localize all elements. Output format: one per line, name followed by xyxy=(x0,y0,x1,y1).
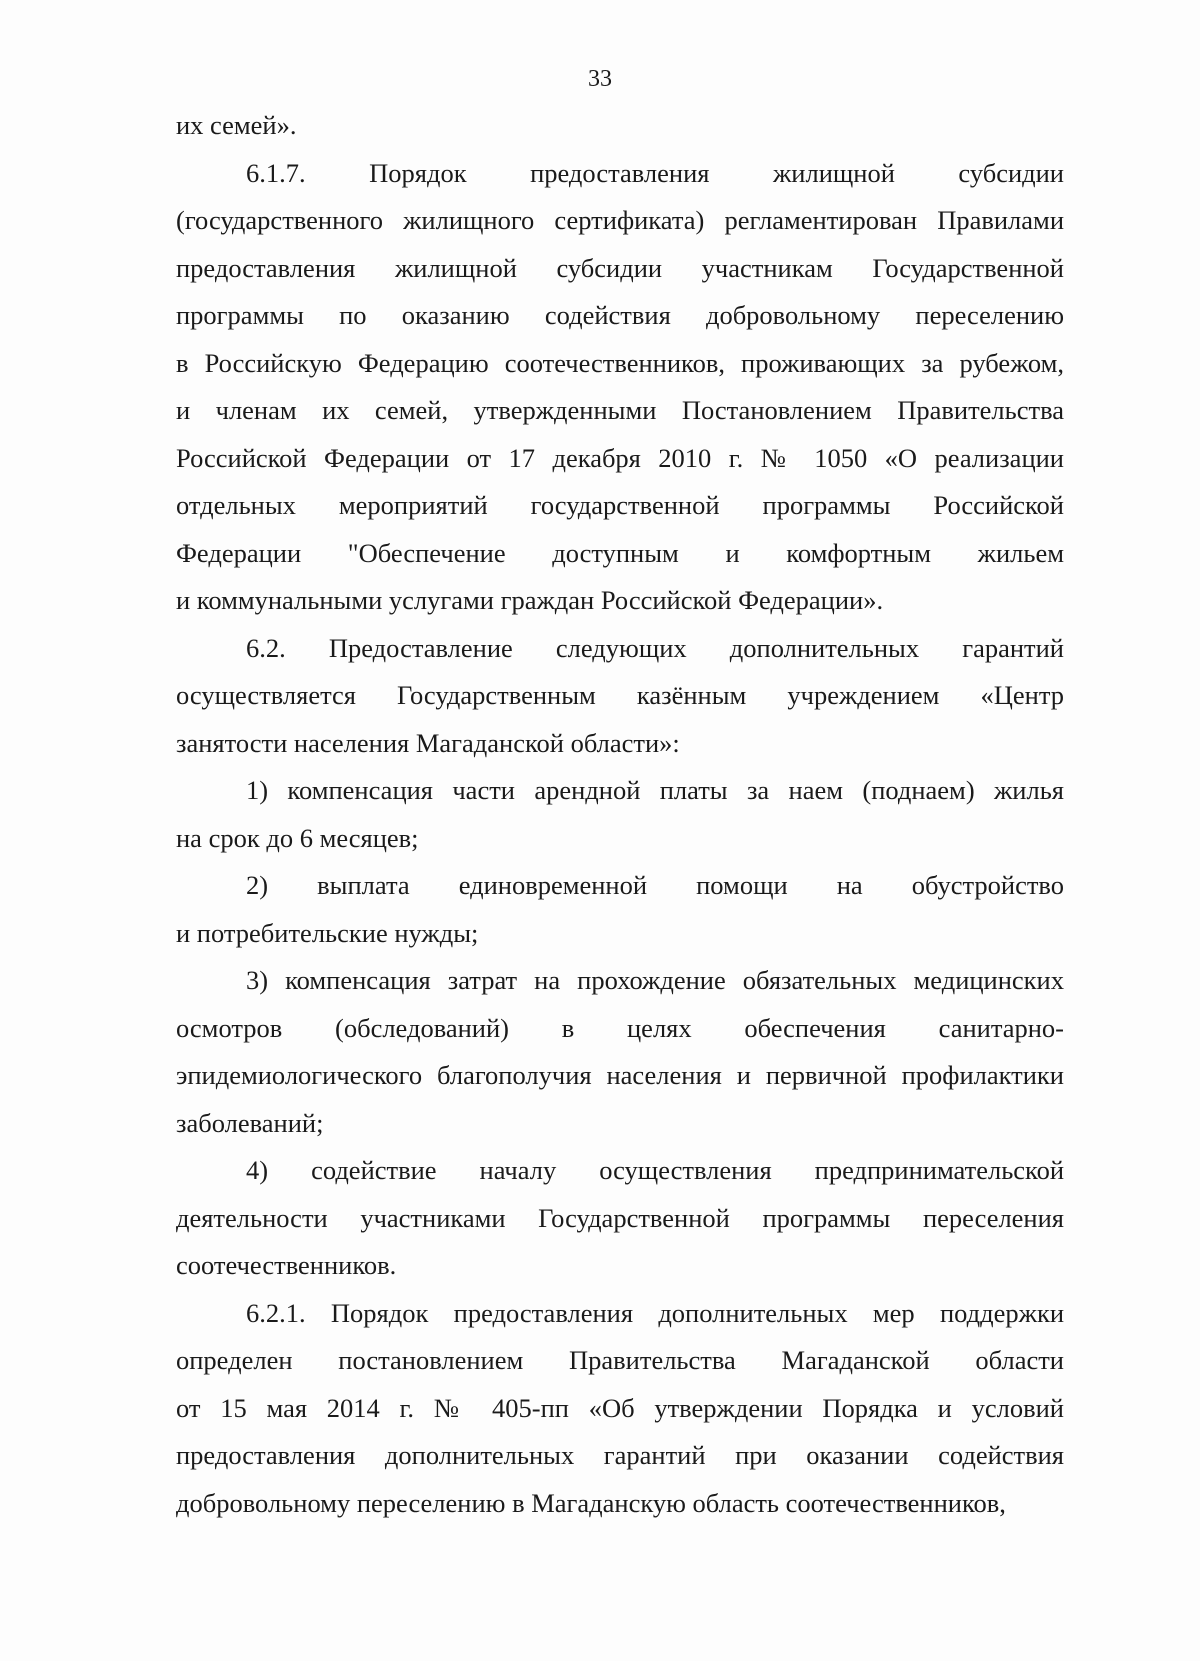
text-line: от 15 мая 2014 г. № 405-пп «Об утверждении Порядка и условий xyxy=(176,1392,1064,1423)
text-line: соотечественников. xyxy=(176,1250,397,1280)
text-line: 6.2.1. Порядок предоставления дополнительных мер поддержки xyxy=(246,1297,1064,1328)
text-line: определен постановлением Правительства Магаданской области xyxy=(176,1345,1064,1375)
text-line: 2) выплата единовременной помощи на обустройство xyxy=(246,870,1064,900)
text-line: и потребительские нужды; xyxy=(176,917,479,948)
text-line: их семей». xyxy=(176,110,297,140)
text-line: 4) содействие началу осуществления предпринимательской xyxy=(246,1155,1064,1185)
document-body xyxy=(176,102,1064,1527)
text-line: программы по оказанию содействия добровольному переселению xyxy=(176,300,1064,330)
text-line: и коммунальными услугами граждан Российской Федерации». xyxy=(176,585,884,615)
paragraph-p621 xyxy=(176,1290,1064,1528)
text-line: отдельных мероприятий государственной программы Российской xyxy=(176,490,1064,520)
text-line: на срок до 6 месяцев; xyxy=(176,822,419,853)
paragraph-p1 xyxy=(176,767,1064,862)
text-line: в Российскую Федерацию соотечественников, проживающих за рубежом, xyxy=(176,347,1064,378)
paragraph-p62 xyxy=(176,625,1064,768)
paragraph-p617 xyxy=(176,150,1064,625)
text-line: Федерации "Обеспечение доступным и комфортным жильем xyxy=(176,537,1064,568)
text-line: 6.1.7. Порядок предоставления жилищной субсидии xyxy=(246,157,1064,188)
text-line: 3) компенсация затрат на прохождение обязательных медицинских xyxy=(246,965,1064,995)
text-line: Российской Федерации от 17 декабря 2010 г. № 1050 «О реализации xyxy=(176,442,1064,473)
paragraph-p2 xyxy=(176,862,1064,957)
text-line: осмотров (обследований) в целях обеспечения санитарно- xyxy=(176,1012,1064,1043)
page-number: 33 xyxy=(588,66,612,92)
text-line: (государственного жилищного сертификата) регламентирован Правилами xyxy=(176,205,1064,235)
text-line: деятельности участниками Государственной программы переселения xyxy=(176,1202,1064,1233)
text-line: 1) компенсация части арендной платы за наем (поднаем) жилья xyxy=(246,775,1064,805)
text-line: заболеваний; xyxy=(176,1107,324,1138)
text-line: предоставления жилищной субсидии участникам Государственной xyxy=(176,252,1064,283)
text-line: добровольному переселению в Магаданскую область соотечественников, xyxy=(176,1487,1006,1518)
text-line: осуществляется Государственным казённым учреждением «Центр xyxy=(176,680,1064,710)
text-line: 6.2. Предоставление следующих дополнительных гарантий xyxy=(246,632,1064,663)
text-line: эпидемиологического благополучия населения и первичной профилактики xyxy=(176,1060,1064,1090)
text-line: предоставления дополнительных гарантий при оказании содействия xyxy=(176,1440,1064,1470)
text-line: занятости населения Магаданской области»: xyxy=(176,727,680,758)
paragraph-p3 xyxy=(176,957,1064,1147)
text-line: и членам их семей, утвержденными Постановлением Правительства xyxy=(176,395,1064,425)
paragraph-p0 xyxy=(176,102,1064,150)
paragraph-p4 xyxy=(176,1147,1064,1290)
